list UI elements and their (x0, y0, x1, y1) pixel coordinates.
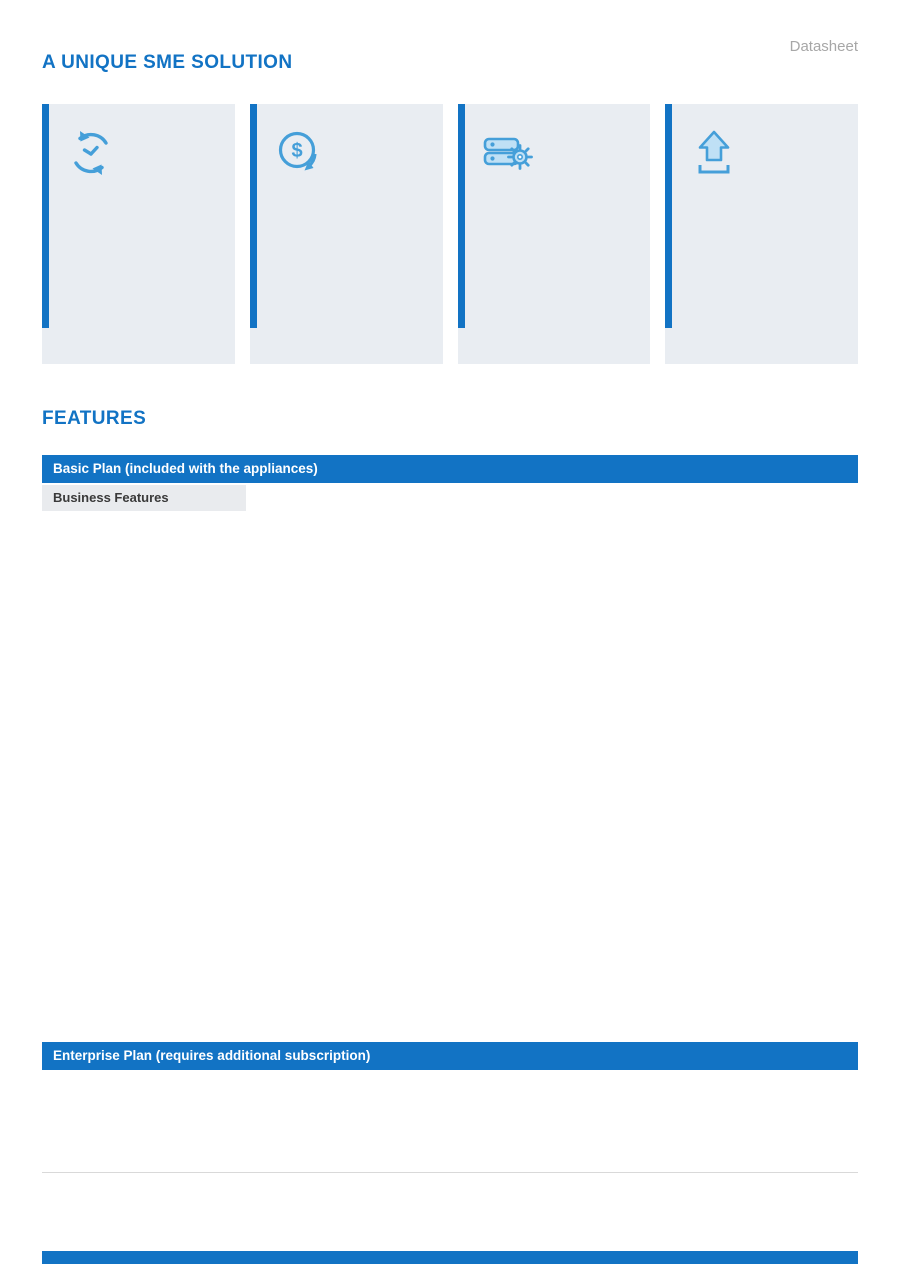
dollar-savings-icon (273, 127, 431, 179)
benefit-card (665, 104, 858, 364)
server-gear-icon (481, 127, 639, 179)
basic-plan-section (42, 455, 858, 1017)
enterprise-plan-columns (42, 1072, 858, 1173)
page-title: A UNIQUE SME SOLUTION (42, 52, 293, 73)
benefit-cards (42, 104, 858, 364)
enterprise-plan-section (42, 1042, 858, 1173)
enterprise-plan-title-bar: Enterprise Plan (requires additional subscription) (42, 1042, 858, 1070)
doc-type-label: Datasheet (789, 38, 858, 55)
basic-plan-columns (42, 511, 858, 1017)
features-heading: FEATURES (42, 408, 147, 429)
benefit-card (250, 104, 443, 364)
sync-clock-icon (65, 127, 223, 179)
footer-accent-bar (42, 1251, 858, 1264)
column-header: Business Features (42, 485, 246, 511)
basic-plan-title-bar: Basic Plan (included with the appliances) (42, 455, 858, 483)
basic-plan-column-headers (42, 485, 858, 511)
top-bar (42, 0, 858, 56)
upload-icon (688, 127, 846, 179)
benefit-card (458, 104, 651, 364)
svg-text:$: $ (291, 140, 303, 162)
benefit-card (42, 104, 235, 364)
